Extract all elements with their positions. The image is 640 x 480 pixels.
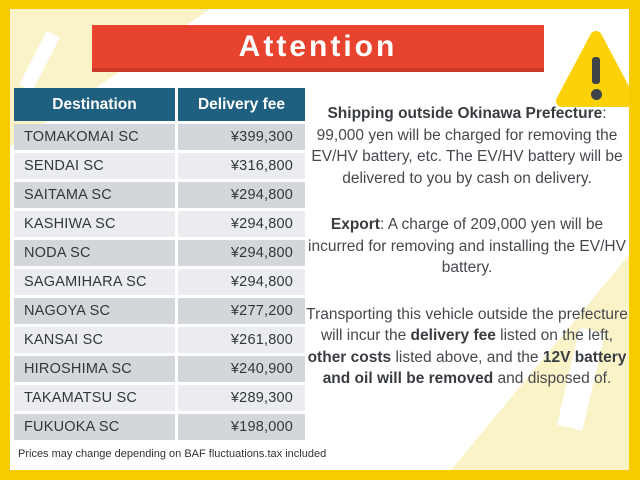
table-row xyxy=(14,385,305,411)
exclamation-dot xyxy=(591,89,602,100)
note-text: listed on the left, xyxy=(495,327,614,344)
destination-cell: KANSAI SC xyxy=(14,327,175,353)
table-row xyxy=(14,182,305,208)
table-row xyxy=(14,240,305,266)
delivery-fee-table xyxy=(14,88,305,440)
fee-cell: ¥240,900 xyxy=(178,356,305,382)
note-text-bold: other costs xyxy=(307,348,392,366)
fee-cell: ¥261,800 xyxy=(178,327,305,353)
notes xyxy=(302,103,629,415)
table-row xyxy=(14,153,305,179)
baf-note: Prices may change depending on BAF fluctuations. xyxy=(18,448,268,460)
destination-cell: SENDAI SC xyxy=(14,153,175,179)
fee-cell: ¥294,800 xyxy=(178,269,305,295)
note-text: and disposed of. xyxy=(493,370,612,387)
table-row xyxy=(14,327,305,353)
note-text-bold: delivery fee xyxy=(410,327,496,344)
destination-cell: SAITAMA SC xyxy=(14,182,175,208)
note-text: : A charge of 209,000 yen will be incurred for removing and installing the EV/HV battery. xyxy=(308,216,626,276)
destination-cell: TOMAKOMAI SC xyxy=(14,124,175,150)
attention-banner xyxy=(92,25,544,72)
destination-cell: TAKAMATSU SC xyxy=(14,385,175,411)
warning-triangle-icon xyxy=(554,29,629,109)
note-text: listed above, and the xyxy=(391,348,543,366)
table-row xyxy=(14,211,305,237)
fee-cell: ¥198,000 xyxy=(178,414,305,440)
table-row xyxy=(14,356,305,382)
destination-header: Destination xyxy=(14,88,175,121)
note-text-bold: Export xyxy=(330,216,380,233)
table-row xyxy=(14,298,305,324)
table-header-row xyxy=(14,88,305,121)
fee-table-rows xyxy=(14,124,305,440)
note-paragraph xyxy=(302,103,629,189)
fee-cell: ¥294,800 xyxy=(178,182,305,208)
table-row xyxy=(14,269,305,295)
destination-cell: SAGAMIHARA SC xyxy=(14,269,175,295)
exclamation-bar xyxy=(592,57,600,84)
destination-cell: NODA SC xyxy=(14,240,175,266)
tax-note: tax included xyxy=(267,448,327,460)
destination-cell: HIROSHIMA SC xyxy=(14,356,175,382)
note-text-bold: Shipping outside Okinawa Prefecture xyxy=(327,105,603,122)
fee-cell: ¥316,800 xyxy=(178,153,305,179)
note-paragraph xyxy=(302,214,629,279)
fee-cell: ¥294,800 xyxy=(178,211,305,237)
attention-label: Attention xyxy=(238,29,398,63)
destination-cell: KASHIWA SC xyxy=(14,211,175,237)
note-text-bold: 12V battery and oil will be removed xyxy=(322,348,627,387)
table-row xyxy=(14,414,305,440)
notice-content xyxy=(10,9,629,470)
table-row xyxy=(14,124,305,150)
fee-cell: ¥399,300 xyxy=(178,124,305,150)
fee-cell: ¥277,200 xyxy=(178,298,305,324)
fee-cell: ¥294,800 xyxy=(178,240,305,266)
note-text: : 99,000 yen will be charged for removing the EV/HV battery, etc. The EV/HV battery will be delivered to you by cash on delivery. xyxy=(311,105,623,187)
note-paragraph xyxy=(302,304,629,390)
note-text: Transporting this vehicle outside the prefecture will incur the xyxy=(306,305,628,344)
delivery-fee-header: Delivery fee xyxy=(178,88,305,121)
fee-cell: ¥289,300 xyxy=(178,385,305,411)
table-footnote xyxy=(18,448,327,460)
destination-cell: NAGOYA SC xyxy=(14,298,175,324)
destination-cell: FUKUOKA SC xyxy=(14,414,175,440)
